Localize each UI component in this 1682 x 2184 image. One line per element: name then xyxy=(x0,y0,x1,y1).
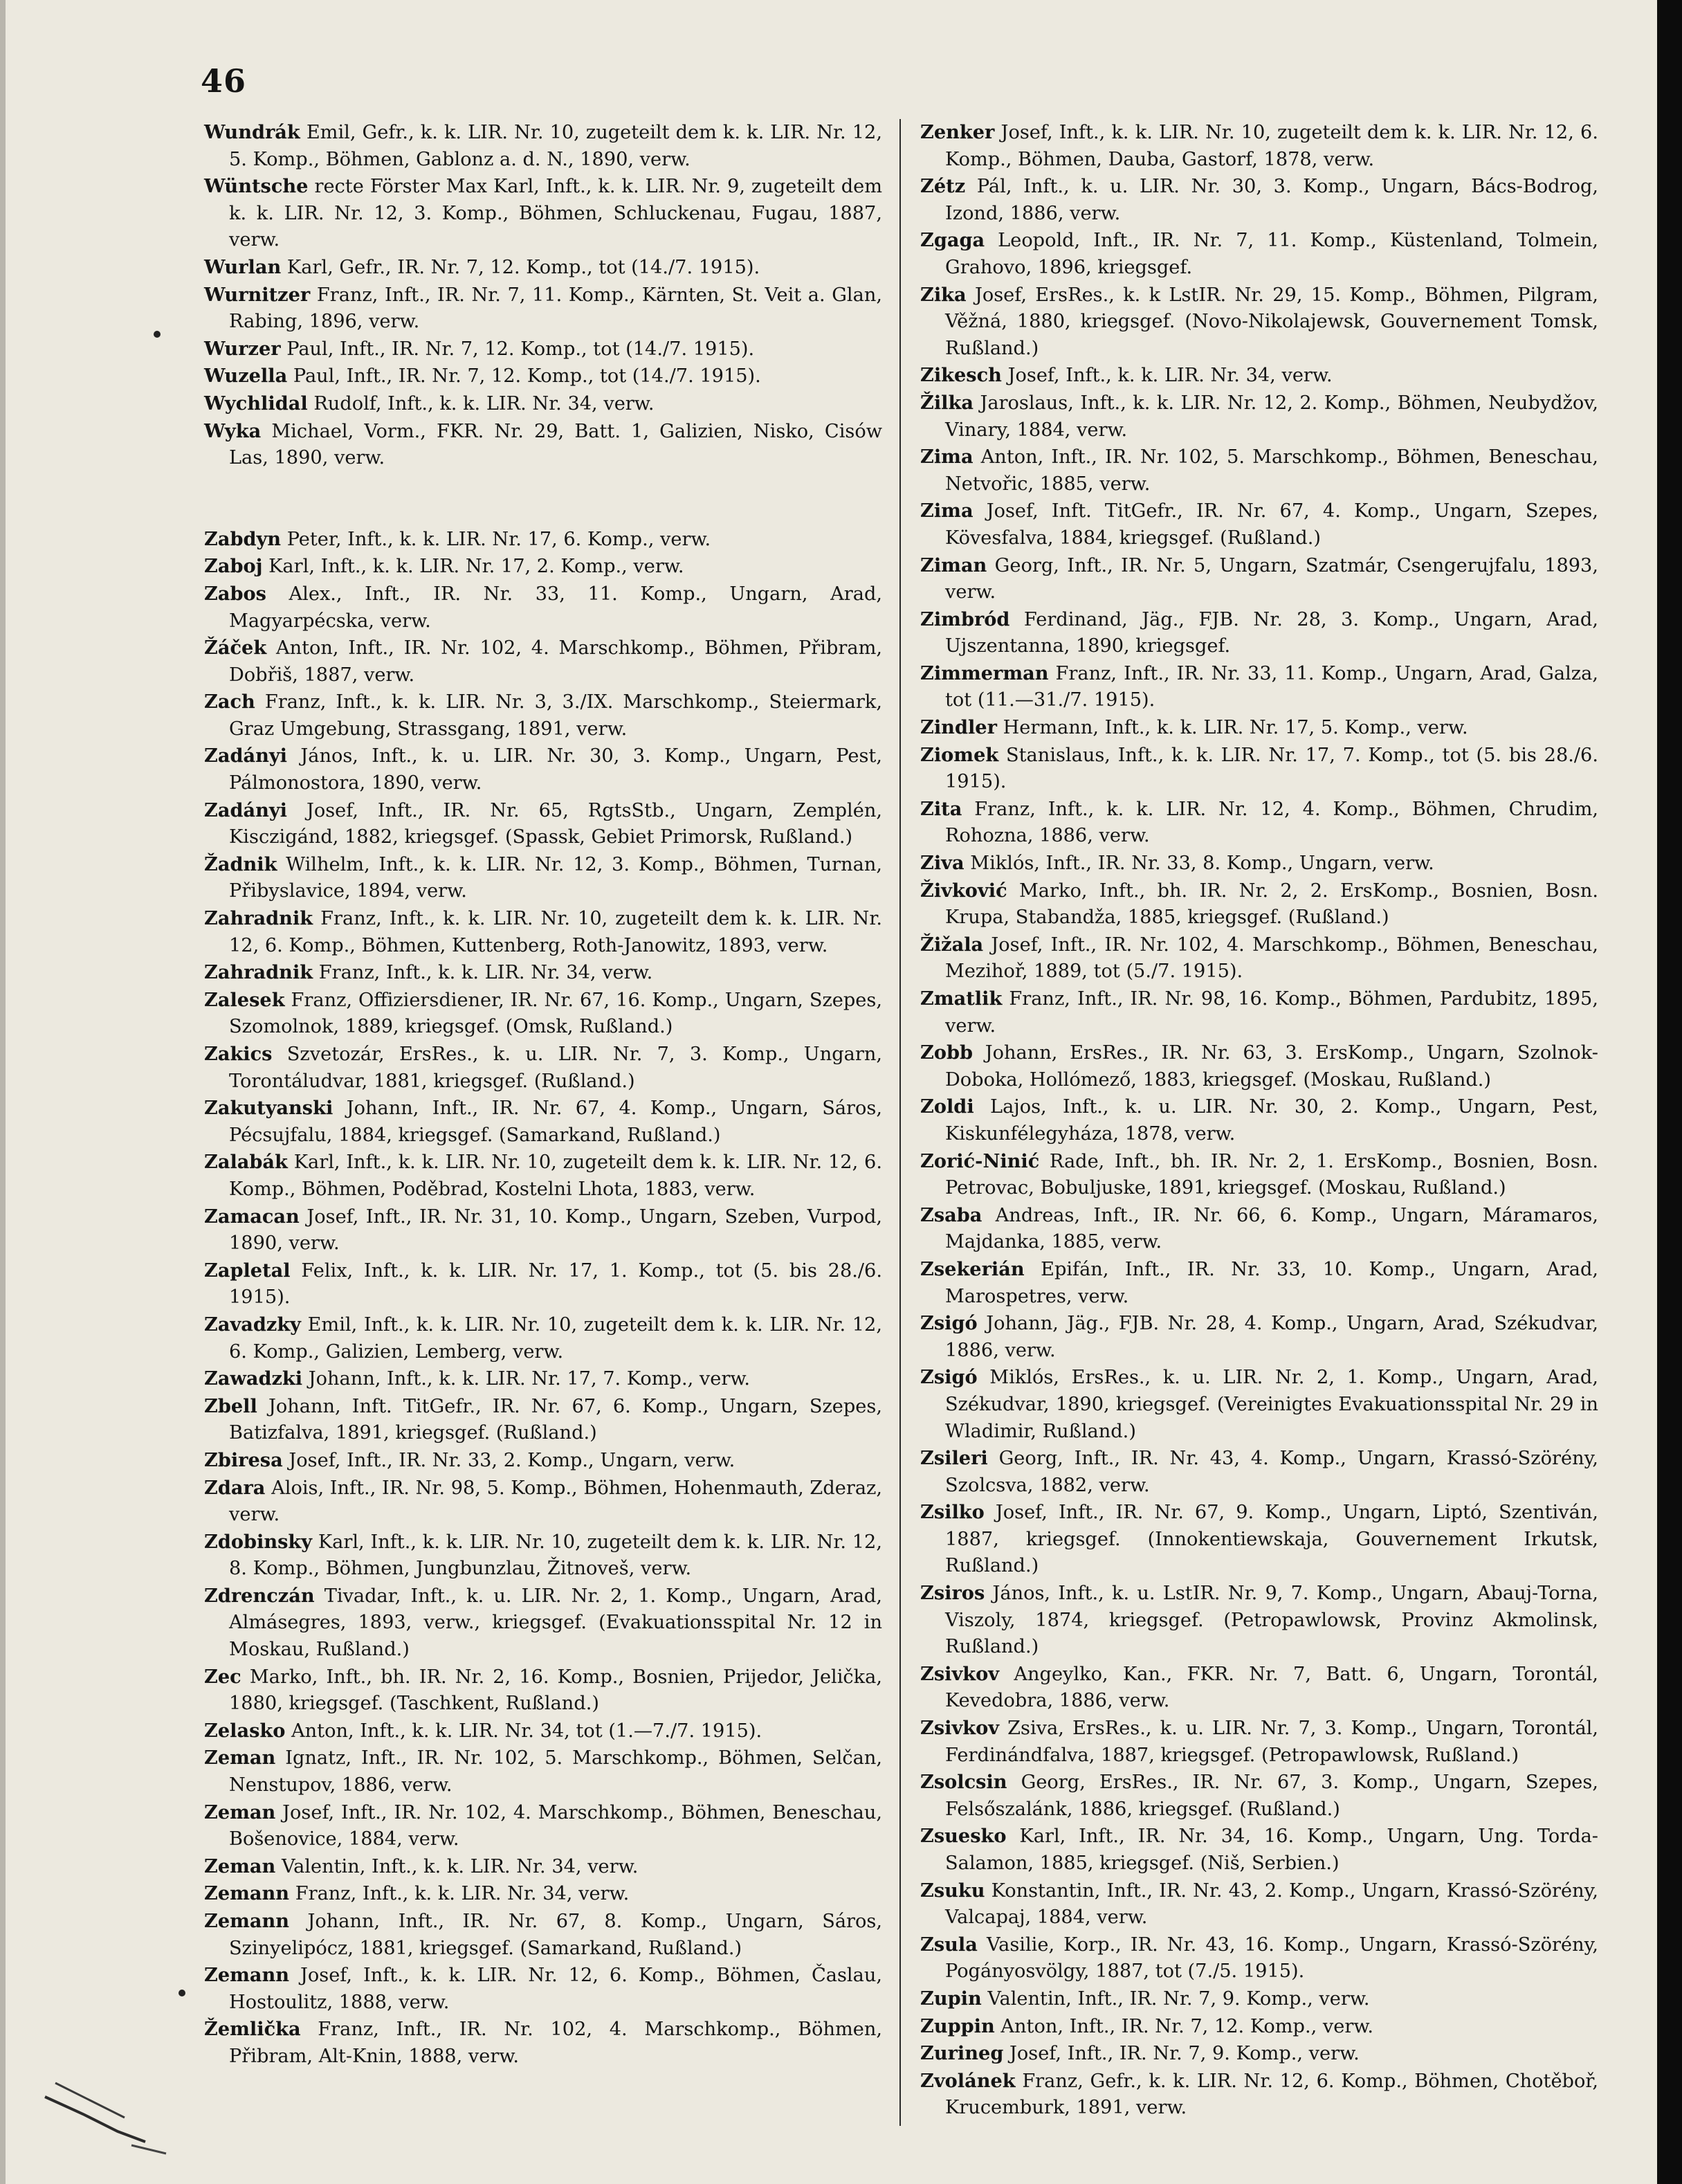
entry-surname: Zsigó xyxy=(920,1366,978,1389)
register-entry xyxy=(920,1985,1598,2013)
register-entry xyxy=(920,390,1598,444)
entry-details: Szvetozár, ErsRes., k. u. LIR. Nr. 7, 3. Komp., Ungarn, Torontáludvar, 1881, kriegsgef. (Rußland.) xyxy=(229,1044,882,1092)
register-entry xyxy=(920,606,1598,660)
entry-details: Rade, Inft., bh. IR. Nr. 2, 1. ErsKomp., Bosnien, Bosn. Petrovac, Bobuljuske, 1891, kriegsgef. (Moskau, Rußland.) xyxy=(945,1150,1598,1199)
entry-surname: Zurineg xyxy=(920,2042,1004,2065)
register-entry xyxy=(920,714,1598,742)
register-entry xyxy=(204,553,882,581)
entry-surname: Zikesch xyxy=(920,364,1002,387)
entry-surname: Zavadzky xyxy=(204,1313,301,1336)
entry-surname: Zbiresa xyxy=(204,1448,283,1471)
corner-scratch-marks xyxy=(42,2076,249,2159)
entry-details: Josef, Inft., IR. Nr. 102, 4. Marschkomp., Böhmen, Beneschau, Mezihoř, 1889, tot (5./7. 1915). xyxy=(945,934,1598,983)
entry-surname: Wurzer xyxy=(204,337,281,360)
entry-details: Franz, Inft., k. k. LIR. Nr. 34, verw. xyxy=(318,962,653,984)
register-entry xyxy=(204,1041,882,1095)
entry-surname: Zgaga xyxy=(920,229,985,252)
register-entry xyxy=(920,552,1598,606)
register-entry xyxy=(920,1148,1598,1202)
entry-surname: Wuzella xyxy=(204,365,288,388)
entry-details: Johann, Jäg., FJB. Nr. 28, 4. Komp., Ungarn, Arad, Székudvar, 1886, verw. xyxy=(945,1313,1598,1361)
register-entry xyxy=(204,2016,882,2070)
entry-surname: Žáček xyxy=(204,637,267,659)
entry-surname: Zsigó xyxy=(920,1312,978,1335)
entry-details: Franz, Gefr., k. k. LIR. Nr. 12, 6. Komp., Böhmen, Chotěboř, Krucemburk, 1891, verw. xyxy=(945,2070,1598,2119)
register-entry xyxy=(920,742,1598,796)
entry-surname: Zsekerián xyxy=(920,1257,1025,1280)
entry-details: Franz, Inft., IR. Nr. 7, 11. Komp., Kärnten, St. Veit a. Glan, Rabing, 1896, verw. xyxy=(229,284,882,333)
register-entry xyxy=(920,444,1598,498)
entry-details: Georg, ErsRes., IR. Nr. 67, 3. Komp., Ungarn, Szepes, Felsőszalánk, 1886, kriegsgef. (Rußland.) xyxy=(945,1772,1598,1820)
entry-details: Josef, Inft., IR. Nr. 7, 9. Komp., verw. xyxy=(1009,2043,1360,2065)
entry-surname: Zemann xyxy=(204,1910,290,1932)
entry-details: Anton, Inft., IR. Nr. 102, 4. Marschkomp., Böhmen, Přibram, Dobřiš, 1887, verw. xyxy=(229,637,882,686)
entry-details: Franz, Inft., k. k. LIR. Nr. 34, verw. xyxy=(295,1883,630,1905)
entry-details: Karl, Inft., IR. Nr. 34, 16. Komp., Ungarn, Ung. Torda-Salamon, 1885, kriegsgef. (Niš, Serbien.) xyxy=(945,1826,1598,1874)
register-entry xyxy=(204,1311,882,1365)
entry-details: Josef, Inft., IR. Nr. 31, 10. Komp., Ungarn, Szeben, Vurpod, 1890, verw. xyxy=(229,1205,882,1255)
entry-surname: Zadányi xyxy=(204,745,287,767)
register-entry xyxy=(204,1203,882,1257)
register-entry xyxy=(204,797,882,851)
entry-surname: Zimmerman xyxy=(920,662,1049,684)
entry-surname: Zemann xyxy=(204,1964,290,1987)
entry-details: Leopold, Inft., IR. Nr. 7, 11. Komp., Küstenland, Tolmein, Grahovo, 1896, kriegsgef. xyxy=(945,230,1598,278)
entry-surname: Zsiros xyxy=(920,1582,985,1605)
register-entry xyxy=(204,1583,882,1664)
entry-details: Johann, Inft., IR. Nr. 67, 8. Komp., Ungarn, Sáros, Szinyelipócz, 1881, kriegsgef. (Samarkand, Rußland.) xyxy=(229,1911,882,1959)
entry-details: Karl, Inft., k. k. LIR. Nr. 17, 2. Komp., verw. xyxy=(268,556,684,578)
register-entry xyxy=(204,959,882,987)
register-entry xyxy=(920,796,1598,850)
entry-details: Josef, Inft., IR. Nr. 33, 2. Komp., Ungarn, verw. xyxy=(289,1449,735,1471)
register-entry xyxy=(920,931,1598,985)
entry-details: Josef, Inft. TitGefr., IR. Nr. 67, 4. Komp., Ungarn, Szepes, Kövesfalva, 1884, kriegsgef. (Rußland.) xyxy=(945,500,1598,549)
page-edge-right xyxy=(1657,0,1682,2184)
entry-details: Josef, Inft., IR. Nr. 65, RgtsStb., Ungarn, Zemplén, Kisczigánd, 1882, kriegsgef. (Spassk, Gebiet Primorsk, Rußland.) xyxy=(229,799,882,848)
entry-details: Alois, Inft., IR. Nr. 98, 5. Komp., Böhmen, Hohenmauth, Zderaz, verw. xyxy=(229,1477,882,1526)
entry-details: Franz, Inft., IR. Nr. 33, 11. Komp., Ungarn, Arad, Galza, tot (11.—31./7. 1915). xyxy=(945,662,1598,711)
entry-surname: Zec xyxy=(204,1665,241,1688)
register-entry xyxy=(920,877,1598,931)
register-entry xyxy=(920,282,1598,363)
entry-surname: Wyka xyxy=(204,419,262,442)
entry-surname: Zvolánek xyxy=(920,2069,1016,2092)
entry-details: Franz, Inft., IR. Nr. 98, 16. Komp., Böhmen, Pardubitz, 1895, verw. xyxy=(945,988,1598,1037)
entry-details: Anton, Inft., IR. Nr. 102, 5. Marschkomp., Böhmen, Beneschau, Netvořic, 1885, verw. xyxy=(945,446,1598,495)
entry-surname: Ziva xyxy=(920,852,965,875)
register-entry xyxy=(920,2013,1598,2041)
entry-surname: Wychlidal xyxy=(204,392,308,415)
register-entry xyxy=(204,173,882,254)
register-entry xyxy=(920,1256,1598,1310)
register-entry xyxy=(204,1475,882,1529)
entry-surname: Zmatlik xyxy=(920,988,1003,1010)
entry-surname: Zika xyxy=(920,283,967,306)
entry-surname: Zoldi xyxy=(920,1095,974,1118)
entry-surname: Zelasko xyxy=(204,1719,286,1742)
register-entry xyxy=(920,1823,1598,1877)
entry-details: Angeylko, Kan., FKR. Nr. 7, Batt. 6, Ungarn, Torontál, Kevedobra, 1886, verw. xyxy=(945,1663,1598,1712)
register-entry xyxy=(204,743,882,797)
entry-details: Tivadar, Inft., k. u. LIR. Nr. 2, 1. Komp., Ungarn, Arad, Almásegres, 1893, verw., kriegsgef. (Evakuationsspital Nr. 12 in Moskau, Rußland.) xyxy=(229,1585,882,1661)
register-entry xyxy=(920,119,1598,173)
register-entry xyxy=(204,526,882,554)
entry-details: Josef, Inft., IR. Nr. 102, 4. Marschkomp., Böhmen, Beneschau, Bošenovice, 1884, verw. xyxy=(229,1801,882,1850)
entry-surname: Zahradnik xyxy=(204,907,313,930)
entry-details: Josef, Inft., IR. Nr. 67, 9. Komp., Ungarn, Liptó, Szentiván, 1887, kriegsgef. (Innokentiewskaja, Gouvernement Irkutsk, Rußland.) xyxy=(945,1502,1598,1577)
entry-surname: Zima xyxy=(920,446,973,468)
entry-surname: Zemann xyxy=(204,1882,290,1905)
entry-surname: Zakutyanski xyxy=(204,1097,333,1120)
section-gap xyxy=(204,472,882,526)
register-entry xyxy=(204,581,882,635)
margin-dot xyxy=(154,331,161,338)
register-entry xyxy=(920,1877,1598,1931)
register-entry xyxy=(204,1447,882,1475)
entry-surname: Zimbród xyxy=(920,608,1010,630)
entry-details: Emil, Inft., k. k. LIR. Nr. 10, zugeteilt dem k. k. LIR. Nr. 12, 6. Komp., Galizien, Lemberg, verw. xyxy=(229,1313,882,1363)
column-divider xyxy=(899,119,901,2126)
entry-details: Josef, Inft., k. k. LIR. Nr. 10, zugeteilt dem k. k. LIR. Nr. 12, 6. Komp., Böhmen, Dauba, Gastorf, 1878, verw. xyxy=(945,122,1598,170)
entry-surname: Zadányi xyxy=(204,799,287,821)
register-entry xyxy=(204,254,882,282)
entry-details: Pál, Inft., k. u. LIR. Nr. 30, 3. Komp., Ungarn, Bács-Bodrog, Izond, 1886, verw. xyxy=(945,176,1598,224)
entry-surname: Zindler xyxy=(920,716,997,739)
register-entry xyxy=(204,1365,882,1393)
entry-details: Miklós, ErsRes., k. u. LIR. Nr. 2, 1. Komp., Ungarn, Arad, Székudvar, 1890, kriegsgef. (Vereinigtes Evakuationsspital Nr. 29 in Wladimir, Rußland.) xyxy=(945,1367,1598,1442)
entry-surname: Zapletal xyxy=(204,1259,291,1282)
entry-surname: Zabdyn xyxy=(204,527,282,550)
register-entry xyxy=(920,2040,1598,2068)
entry-surname: Zaboj xyxy=(204,555,263,578)
entry-surname: Zawadzki xyxy=(204,1367,303,1390)
entry-details: Wilhelm, Inft., k. k. LIR. Nr. 12, 3. Komp., Böhmen, Turnan, Přibyslavice, 1894, verw. xyxy=(229,853,882,902)
register-entry xyxy=(920,1093,1598,1147)
entry-details: Karl, Gefr., IR. Nr. 7, 12. Komp., tot (14./7. 1915). xyxy=(286,256,760,278)
entry-surname: Wüntsche xyxy=(204,175,309,198)
entry-details: Paul, Inft., IR. Nr. 7, 12. Komp., tot (14./7. 1915). xyxy=(286,338,755,360)
entry-surname: Zima xyxy=(920,500,973,522)
entry-details: Georg, Inft., IR. Nr. 43, 4. Komp., Ungarn, Krassó-Szörény, Szolcsva, 1882, verw. xyxy=(945,1448,1598,1496)
register-entry xyxy=(204,1962,882,2016)
register-entry xyxy=(920,1039,1598,1093)
entry-details: Felix, Inft., k. k. LIR. Nr. 17, 1. Komp., tot (5. bis 28./6. 1915). xyxy=(229,1259,882,1309)
register-entry xyxy=(204,1880,882,1908)
entry-surname: Zupin xyxy=(920,1987,982,2010)
entry-details: Hermann, Inft., k. k. LIR. Nr. 17, 5. Komp., verw. xyxy=(1003,717,1468,739)
entry-surname: Zsolcsin xyxy=(920,1771,1007,1794)
register-entry xyxy=(204,1664,882,1718)
register-entry xyxy=(920,1499,1598,1580)
entry-surname: Žižala xyxy=(920,933,984,956)
register-entry xyxy=(204,1799,882,1853)
entry-surname: Zdobinsky xyxy=(204,1530,313,1553)
entry-surname: Žemlička xyxy=(204,2018,301,2041)
entry-surname: Zdrenczán xyxy=(204,1584,315,1607)
entry-surname: Ziman xyxy=(920,554,987,576)
page-edge-left xyxy=(0,0,6,2184)
register-entry xyxy=(204,1908,882,1962)
register-entry xyxy=(920,1310,1598,1364)
register-entry xyxy=(920,850,1598,877)
entry-surname: Zuppin xyxy=(920,2014,995,2037)
entry-surname: Zsuesko xyxy=(920,1825,1007,1848)
entry-details: Josef, Inft., k. k. LIR. Nr. 12, 6. Komp., Böhmen, Časlau, Hostoulitz, 1888, verw. xyxy=(229,1965,882,2013)
entry-details: Ferdinand, Jäg., FJB. Nr. 28, 3. Komp., Ungarn, Arad, Ujszentanna, 1890, kriegsgef. xyxy=(945,608,1598,657)
entry-surname: Zabos xyxy=(204,582,266,605)
entry-details: Franz, Inft., k. k. LIR. Nr. 3, 3./IX. Marschkomp., Steiermark, Graz Umgebung, Strassgang, 1891, verw. xyxy=(229,691,882,740)
entry-details: Karl, Inft., k. k. LIR. Nr. 10, zugeteilt dem k. k. LIR. Nr. 12, 6. Komp., Böhmen, Poděbrad, Kostelni Lhota, 1883, verw. xyxy=(229,1152,882,1200)
entry-surname: Wurnitzer xyxy=(204,283,311,306)
entry-surname: Zalesek xyxy=(204,988,285,1011)
register-entry xyxy=(920,1202,1598,1256)
register-entry xyxy=(204,418,882,472)
entry-details: János, Inft., k. u. LstIR. Nr. 9, 7. Komp., Ungarn, Abauj-Torna, Viszoly, 1874, kriegsgef. (Petropawlowsk, Provinz Akmolinsk, Rußland.) xyxy=(945,1583,1598,1658)
margin-dot xyxy=(179,1990,185,1996)
entry-details: Franz, Inft., k. k. LIR. Nr. 10, zugeteilt dem k. k. LIR. Nr. 12, 6. Komp., Böhmen, Kuttenberg, Roth-Janowitz, 1893, verw. xyxy=(229,908,882,956)
entry-details: Valentin, Inft., IR. Nr. 7, 9. Komp., verw. xyxy=(987,1987,1370,2010)
entry-surname: Zeman xyxy=(204,1855,276,1877)
entry-details: Georg, Inft., IR. Nr. 5, Ungarn, Szatmár, Csengerujfalu, 1893, verw. xyxy=(945,554,1598,603)
entry-surname: Zsuku xyxy=(920,1879,985,1902)
entry-surname: Zenker xyxy=(920,121,995,143)
entry-details: Vasilie, Korp., IR. Nr. 43, 16. Komp., Ungarn, Krassó-Szörény, Pogányosvölgy, 1887, tot (7./5. 1915). xyxy=(945,1933,1598,1983)
entry-surname: Zach xyxy=(204,691,255,713)
register-entry xyxy=(920,1769,1598,1823)
entry-surname: Zalabák xyxy=(204,1151,288,1174)
entry-surname: Ziomek xyxy=(920,743,999,766)
register-entry xyxy=(920,985,1598,1039)
register-entry xyxy=(920,362,1598,390)
entry-details: Andreas, Inft., IR. Nr. 66, 6. Komp., Ungarn, Máramaros, Majdanka, 1885, verw. xyxy=(945,1204,1598,1253)
entry-details: Anton, Inft., IR. Nr. 7, 12. Komp., verw. xyxy=(1000,2015,1374,2037)
entry-surname: Zsaba xyxy=(920,1203,982,1226)
register-entry xyxy=(204,1095,882,1149)
entry-details: Valentin, Inft., k. k. LIR. Nr. 34, verw. xyxy=(281,1855,639,1877)
entry-details: János, Inft., k. u. LIR. Nr. 30, 3. Komp., Ungarn, Pest, Pálmonostora, 1890, verw. xyxy=(229,745,882,794)
entry-details: Konstantin, Inft., IR. Nr. 43, 2. Komp., Ungarn, Krassó-Szörény, Valcapaj, 1884, verw. xyxy=(945,1880,1598,1929)
register-entry xyxy=(204,1745,882,1799)
entry-surname: Zsivkov xyxy=(920,1717,1000,1740)
entry-surname: Wundrák xyxy=(204,121,300,143)
entry-surname: Zorić-Ninić xyxy=(920,1149,1040,1172)
entry-details: Epifán, Inft., IR. Nr. 33, 10. Komp., Ungarn, Arad, Marospetres, verw. xyxy=(945,1258,1598,1307)
entry-details: recte Förster Max Karl, Inft., k. k. LIR. Nr. 9, zugeteilt dem k. k. LIR. Nr. 12, 3. Komp., Böhmen, Schluckenau, Fugau, 1887, verw. xyxy=(229,176,882,251)
entry-surname: Zakics xyxy=(204,1043,273,1065)
entry-details: Jaroslaus, Inft., k. k. LIR. Nr. 12, 2. Komp., Böhmen, Neubydžov, Vinary, 1884, verw. xyxy=(945,392,1598,441)
entry-surname: Žilka xyxy=(920,391,973,414)
register-entry xyxy=(920,173,1598,227)
register-entry xyxy=(920,2068,1598,2122)
register-entry xyxy=(204,1257,882,1311)
entry-details: Marko, Inft., bh. IR. Nr. 2, 2. ErsKomp., Bosnien, Bosn. Krupa, Stabandža, 1885, kriegsgef. (Rußland.) xyxy=(945,880,1598,929)
register-entry xyxy=(204,689,882,743)
register-entry xyxy=(204,1718,882,1745)
entry-surname: Zétz xyxy=(920,175,966,198)
entry-surname: Živković xyxy=(920,879,1007,902)
register-entry xyxy=(920,227,1598,281)
entry-details: Marko, Inft., bh. IR. Nr. 2, 16. Komp., Bosnien, Prijedor, Jelička, 1880, kriegsgef. (Taschkent, Rußland.) xyxy=(229,1666,882,1715)
entry-details: Franz, Offiziersdiener, IR. Nr. 67, 16. Komp., Ungarn, Szepes, Szomolnok, 1889, kriegsgef. (Omsk, Rußland.) xyxy=(229,989,882,1038)
register-entry xyxy=(204,390,882,418)
register-entry xyxy=(920,1364,1598,1445)
register-entry xyxy=(920,1445,1598,1499)
entry-details: Franz, Inft., IR. Nr. 102, 4. Marschkomp., Böhmen, Přibram, Alt-Knin, 1888, verw. xyxy=(229,2019,882,2067)
register-entry xyxy=(920,1580,1598,1661)
entry-details: Peter, Inft., k. k. LIR. Nr. 17, 6. Komp., verw. xyxy=(286,528,711,550)
entry-surname: Wurlan xyxy=(204,255,282,278)
entry-details: Emil, Gefr., k. k. LIR. Nr. 10, zugeteilt dem k. k. LIR. Nr. 12, 5. Komp., Böhmen, Gablonz a. d. N., 1890, verw. xyxy=(229,122,882,170)
entry-surname: Zita xyxy=(920,797,962,820)
register-entry xyxy=(204,1393,882,1447)
entry-details: Miklós, Inft., IR. Nr. 33, 8. Komp., Ungarn, verw. xyxy=(970,853,1434,875)
entry-surname: Žadnik xyxy=(204,853,277,875)
register-entry xyxy=(920,1715,1598,1769)
register-entry xyxy=(204,635,882,689)
entry-surname: Zsula xyxy=(920,1933,978,1956)
register-entry xyxy=(920,1661,1598,1715)
entry-surname: Zsilko xyxy=(920,1501,985,1524)
page-number: 46 xyxy=(201,62,247,100)
entry-details: Johann, Inft., k. k. LIR. Nr. 17, 7. Komp., verw. xyxy=(308,1368,751,1390)
register-entry xyxy=(204,282,882,336)
register-entry xyxy=(920,498,1598,552)
entry-details: Michael, Vorm., FKR. Nr. 29, Batt. 1, Galizien, Nisko, Cisów Las, 1890, verw. xyxy=(229,420,882,469)
entry-details: Alex., Inft., IR. Nr. 33, 11. Komp., Ungarn, Arad, Magyarpécska, verw. xyxy=(229,583,882,632)
entry-details: Johann, Inft. TitGefr., IR. Nr. 67, 6. Komp., Ungarn, Szepes, Batizfalva, 1891, kriegsgef. (Rußland.) xyxy=(229,1395,882,1444)
entry-details: Paul, Inft., IR. Nr. 7, 12. Komp., tot (14./7. 1915). xyxy=(293,365,761,388)
left-column xyxy=(204,119,882,2071)
entry-details: Josef, Inft., k. k. LIR. Nr. 34, verw. xyxy=(1007,365,1333,387)
entry-details: Karl, Inft., k. k. LIR. Nr. 10, zugeteilt dem k. k. LIR. Nr. 12, 8. Komp., Böhmen, Jungbunzlau, Žitnoveš, verw. xyxy=(229,1531,882,1580)
entry-surname: Zamacan xyxy=(204,1205,300,1228)
entry-surname: Zbell xyxy=(204,1394,257,1417)
entry-surname: Zeman xyxy=(204,1747,276,1769)
register-entry xyxy=(204,1529,882,1583)
entry-details: Ignatz, Inft., IR. Nr. 102, 5. Marschkomp., Böhmen, Selčan, Nenstupov, 1886, verw. xyxy=(229,1747,882,1796)
scratch-line xyxy=(131,2145,166,2154)
register-entry xyxy=(204,851,882,905)
entry-details: Rudolf, Inft., k. k. LIR. Nr. 34, verw. xyxy=(313,392,655,415)
register-entry xyxy=(204,363,882,390)
entry-details: Zsiva, ErsRes., k. u. LIR. Nr. 7, 3. Komp., Ungarn, Torontál, Ferdinándfalva, 1887, kriegsgef. (Petropawlowsk, Rußland.) xyxy=(945,1718,1598,1766)
entry-details: Lajos, Inft., k. u. LIR. Nr. 30, 2. Komp., Ungarn, Pest, Kiskunfélegyháza, 1878, verw. xyxy=(945,1096,1598,1145)
register-entry xyxy=(204,1149,882,1203)
register-entry xyxy=(204,336,882,363)
register-entry xyxy=(920,1931,1598,1985)
entry-surname: Zdara xyxy=(204,1476,266,1499)
register-entry xyxy=(204,987,882,1041)
register-entry xyxy=(204,905,882,959)
entry-surname: Zahradnik xyxy=(204,961,313,984)
entry-details: Johann, ErsRes., IR. Nr. 63, 3. ErsKomp., Ungarn, Szolnok-Doboka, Hollómező, 1883, kriegsgef. (Moskau, Rußland.) xyxy=(945,1042,1598,1091)
entry-surname: Zsileri xyxy=(920,1447,988,1470)
register-entry xyxy=(204,1853,882,1881)
right-column xyxy=(920,119,1598,2122)
entry-details: Johann, Inft., IR. Nr. 67, 4. Komp., Ungarn, Sáros, Pécsujfalu, 1884, kriegsgef. (Samarkand, Rußland.) xyxy=(229,1098,882,1146)
register-entry xyxy=(204,119,882,173)
entry-details: Franz, Inft., k. k. LIR. Nr. 12, 4. Komp., Böhmen, Chrudim, Rohozna, 1886, verw. xyxy=(945,798,1598,847)
entry-details: Anton, Inft., k. k. LIR. Nr. 34, tot (1.—7./7. 1915). xyxy=(291,1720,762,1742)
entry-details: Stanislaus, Inft., k. k. LIR. Nr. 17, 7. Komp., tot (5. bis 28./6. 1915). xyxy=(945,744,1598,793)
register-entry xyxy=(920,660,1598,714)
entry-surname: Zobb xyxy=(920,1041,973,1064)
entry-details: Josef, ErsRes., k. k LstIR. Nr. 29, 15. Komp., Böhmen, Pilgram, Věžná, 1880, kriegsgef. (Novo-Nikolajewsk, Gouvernement Tomsk, Rußland.) xyxy=(945,284,1598,359)
scratch-line xyxy=(55,2083,125,2118)
entry-surname: Zeman xyxy=(204,1801,276,1823)
entry-surname: Zsivkov xyxy=(920,1662,1000,1685)
